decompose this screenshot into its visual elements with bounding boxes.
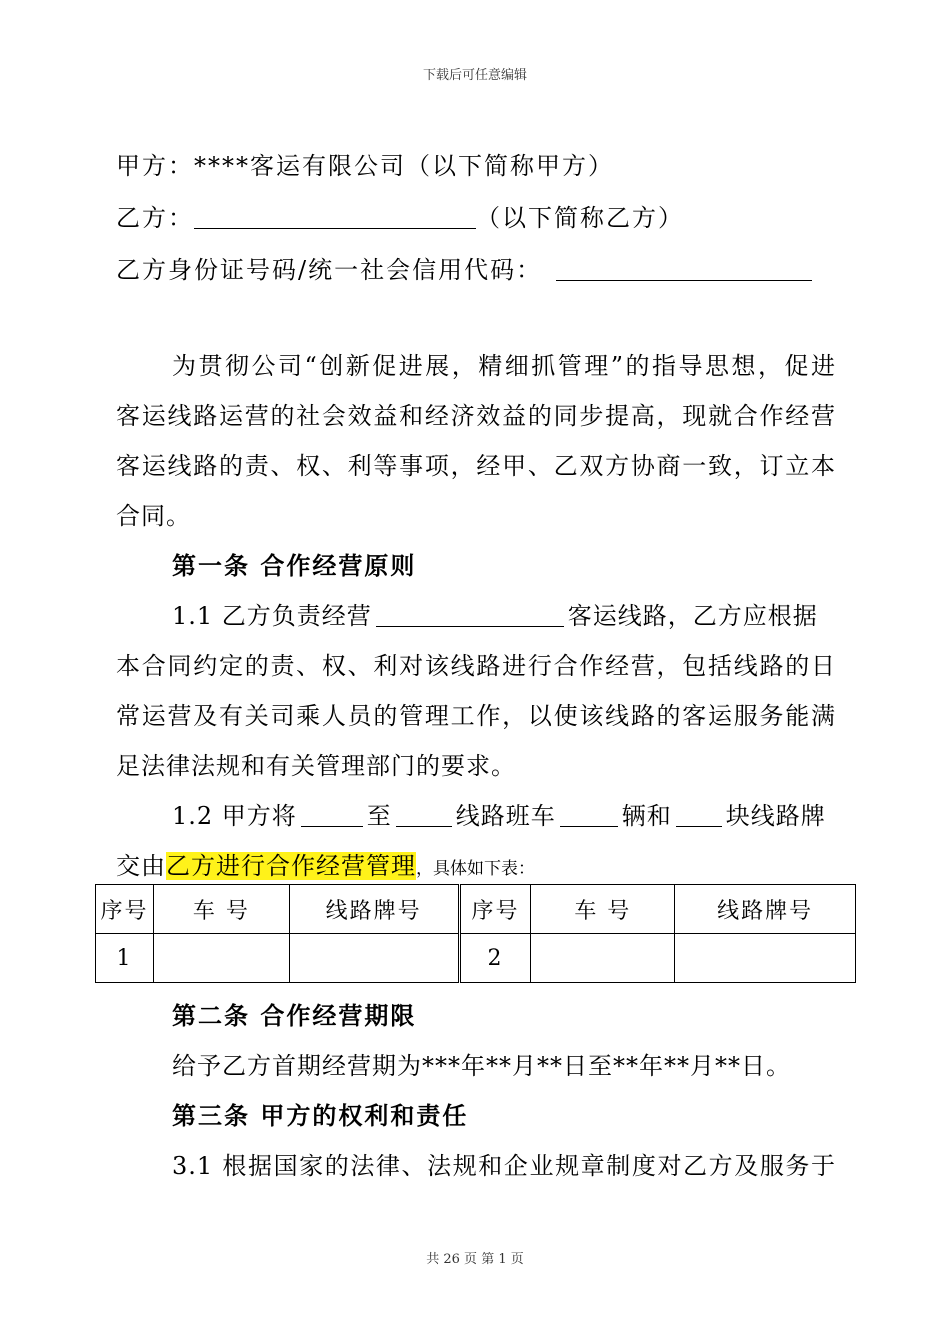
table-cell: 2	[459, 934, 531, 983]
party-b-prefix: 乙方：	[116, 204, 194, 232]
article-2-text: 给予乙方首期经营期为***年**月**日至**年**月**日。	[172, 1052, 791, 1080]
party-b-id-blank[interactable]	[556, 256, 812, 281]
party-b-suffix: （以下简称乙方）	[476, 204, 684, 232]
vehicle-table	[95, 884, 856, 983]
clause-1-2-text-e: 块线路牌	[725, 802, 826, 830]
clause-1-2-text-c: 线路班车	[455, 802, 556, 830]
clause-1-2-text-a: 1.2 甲方将	[172, 802, 297, 830]
table-header-cell: 线路牌号	[675, 885, 856, 934]
clause-1-1-line-3: 常运营及有关司乘人员的管理工作，以使该线路的客运服务能满	[116, 702, 836, 730]
party-b-name-blank[interactable]	[194, 204, 476, 229]
article-1-title: 第一条 合作经营原则	[172, 551, 417, 580]
clause-1-2-line-2	[116, 846, 535, 881]
clause-1-2-line-1	[172, 796, 826, 831]
party-b-line	[116, 198, 684, 233]
clause-1-2-text-d: 辆和	[621, 802, 672, 830]
to-blank[interactable]	[396, 802, 452, 827]
highlighted-text: 乙方进行合作经营管理	[166, 852, 416, 880]
table-cell[interactable]	[153, 934, 289, 983]
table-header-cell: 序号	[459, 885, 531, 934]
party-b-id-line	[116, 250, 812, 285]
article-2-title: 第二条 合作经营期限	[172, 1001, 417, 1030]
intro-line-2: 客运线路运营的社会效益和经济效益的同步提高，现就合作经营	[116, 402, 836, 430]
table-cell: 1	[96, 934, 154, 983]
clause-1-2-text-f: 交由	[116, 852, 166, 880]
clause-1-2-text-b: 至	[366, 802, 392, 830]
clause-1-1-line-1	[172, 596, 818, 631]
clause-1-1-line-4: 足法律法规和有关管理部门的要求。	[116, 752, 516, 780]
clause-1-1-text-b: 客运线路，乙方应根据	[567, 602, 818, 630]
article-3-title: 第三条 甲方的权利和责任	[172, 1101, 469, 1130]
table-header-row	[96, 885, 856, 934]
clause-1-1-text-a: 1.1 乙方负责经营	[172, 602, 372, 630]
table-cell[interactable]	[289, 934, 459, 983]
page-header: 下载后可任意编辑	[422, 68, 527, 83]
article-3-text: 3.1 根据国家的法律、法规和企业规章制度对乙方及服务于	[172, 1152, 836, 1180]
intro-line-1: 为贯彻公司“创新促进展，精细抓管理”的指导思想，促进	[172, 352, 836, 380]
table-header-cell: 线路牌号	[289, 885, 459, 934]
from-blank[interactable]	[301, 802, 363, 827]
clause-1-1-line-2: 本合同约定的责、权、利对该线路进行合作经营，包括线路的日	[116, 652, 836, 680]
table-cell[interactable]	[531, 934, 675, 983]
plate-count-blank[interactable]	[676, 802, 722, 827]
party-b-id-label: 乙方身份证号码/统一社会信用代码：	[116, 256, 543, 284]
vehicle-count-blank[interactable]	[560, 802, 618, 827]
intro-line-4: 合同。	[116, 502, 191, 530]
route-blank[interactable]	[376, 602, 564, 627]
table-header-cell: 车 号	[531, 885, 675, 934]
clause-1-2-text-g: ，具体如下表：	[416, 859, 535, 879]
table-header-cell: 车 号	[153, 885, 289, 934]
page-footer: 共 26 页 第 1 页	[426, 1252, 524, 1267]
table-row	[96, 934, 856, 983]
party-a-line: 甲方：****客运有限公司（以下简称甲方）	[116, 152, 614, 180]
table-header-cell: 序号	[96, 885, 154, 934]
intro-line-3: 客运线路的责、权、利等事项，经甲、乙双方协商一致，订立本	[116, 452, 836, 480]
table-cell[interactable]	[675, 934, 856, 983]
